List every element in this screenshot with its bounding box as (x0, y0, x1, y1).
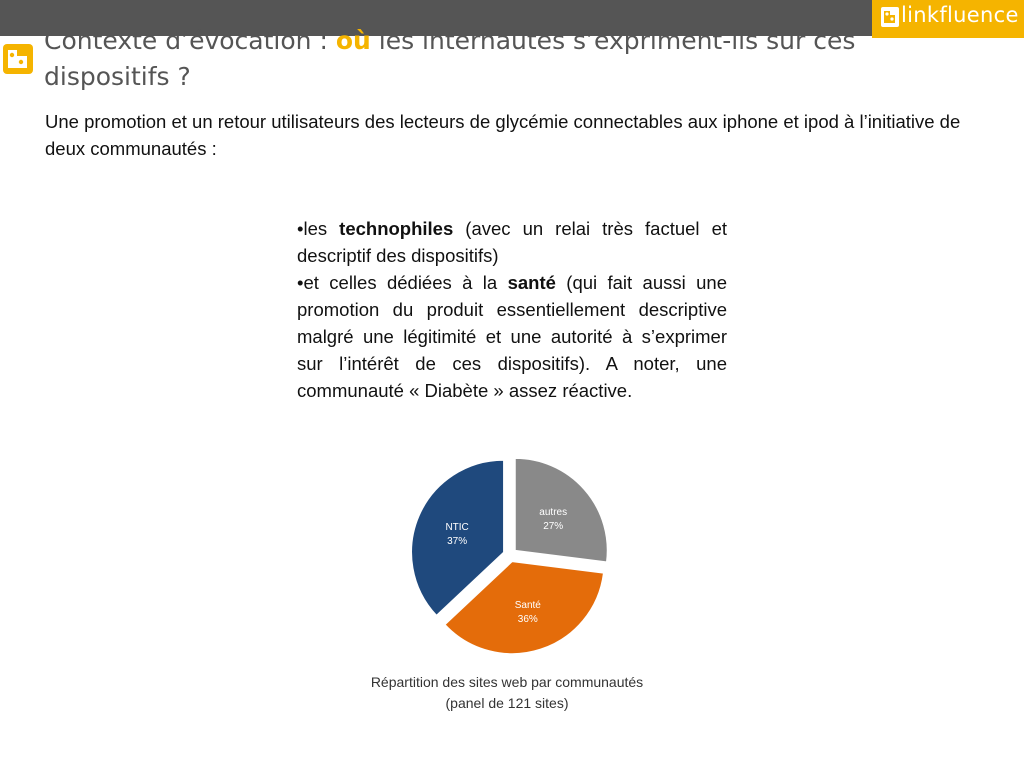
title-highlight: où (335, 26, 371, 55)
chart-caption-line2: (panel de 121 sites) (445, 695, 569, 711)
bullet-emphasis: santé (507, 272, 556, 293)
intro-paragraph: Une promotion et un retour utilisateurs des lecteurs de glycémie connectables aux iphone et ipod à l’initiative de deux communautés : (45, 111, 961, 159)
bullet-item (297, 269, 727, 404)
pie-slice-label: autres (539, 506, 568, 518)
bullet-text: •les (297, 218, 340, 239)
slide-title (44, 23, 974, 95)
logo-text: linkfluence (901, 3, 1019, 27)
pie-slice-label: NTIC (445, 522, 469, 534)
bullet-text: (avec un relai très factuel et descriptif des dispositifs) (297, 218, 727, 266)
pie-slice-value-label: 37% (447, 536, 468, 548)
pie-slice-value-label: 36% (517, 613, 538, 625)
pie-chart (400, 450, 620, 665)
bullet-emphasis: technophiles (339, 218, 454, 239)
bullet-list (297, 215, 727, 404)
bullet-text: •et celles dédiées à la (297, 272, 508, 293)
bullet-text: (qui fait aussi une promotion du produit essentiellement descriptive malgré une légitimité et une autorité à s’exprimer sur l’intérêt de ces dispositifs). A noter, une communauté « Diabète » assez réactive. (297, 272, 727, 401)
title-prefix: Contexte d’évocation : (44, 26, 336, 55)
bullet-item (297, 215, 727, 269)
pie-slice-label: Santé (514, 599, 541, 611)
linkfluence-title-icon (3, 44, 33, 74)
chart-caption-line1: Répartition des sites web par communautés (370, 674, 644, 690)
title-suffix: les internautes s’expriment-ils sur ces dispositifs ? (44, 26, 856, 91)
pie-slice-value-label: 27% (543, 520, 564, 532)
chart-caption (337, 672, 677, 714)
